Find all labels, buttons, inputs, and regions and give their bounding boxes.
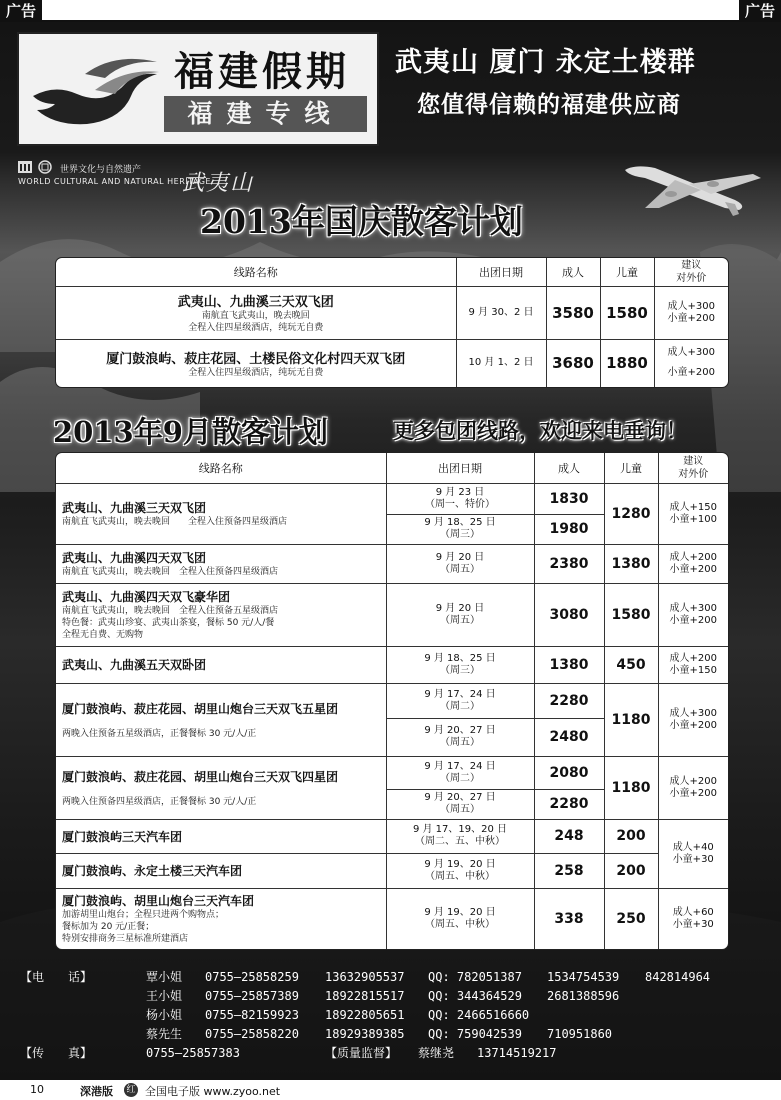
adult-price: 2280 [534,683,604,718]
quality-label: 【质量监督】 [325,1046,398,1060]
table-row [56,888,728,949]
contact-mobile: 13632905537 [325,970,405,984]
route-note: 加游胡里山炮台；全程只进两个购物点； [62,910,225,921]
table-row [56,286,728,339]
contact-block [20,968,770,1063]
contact-qq2: 1534754539 [547,970,620,984]
table-row [56,646,728,683]
section1-title: 2013年国庆散客计划 [200,202,523,241]
contact-qq: QQ: 2466516660 [428,1008,530,1022]
tour-weekday: （周三） [440,529,480,540]
section2-title: 2013年9月散客计划 [53,415,328,449]
brand-title: 福建假期 [174,48,350,95]
adult-price: 2480 [534,718,604,756]
tour-date: 10 月 1、2 日 [456,339,546,387]
table-row [56,583,728,646]
route-name: 武夷山、九曲溪三天双飞团 [177,295,334,311]
route-note: 两晚入住预备四星级酒店，正餐餐标 30 元/人/正 [62,796,257,807]
page-number: 10 [30,1083,44,1096]
route-name: 武夷山、九曲溪三天双飞团 [62,501,207,515]
ad-tag-right: 广告 [739,0,781,22]
col-adult: 成人 [546,258,600,286]
tour-date: 9 月 20 日 [435,602,485,614]
adult-price: 1830 [534,483,604,514]
tour-date: 9 月 18、25 日 [424,517,496,528]
tour-weekday: （周二） [440,700,480,712]
adult-price: 338 [534,888,604,949]
route-name: 厦门鼓浪屿、胡里山炮台三天汽车团 [62,894,255,909]
suggest-adult: 成人+40 [672,841,714,853]
adult-price: 2080 [534,756,604,789]
tour-weekday: （周五） [440,804,480,815]
contact-name: 覃小姐 [146,970,183,984]
col-suggest: 建议 对外价 [658,453,728,483]
contact-row [20,1025,770,1044]
suggest-child: 小童+200 [667,312,715,324]
route-note: 全程入住四星级酒店，纯玩无自费 [188,367,324,378]
route-name: 厦门鼓浪屿三天汽车团 [62,829,183,844]
contact-name: 杨小姐 [146,1008,183,1022]
fax-row [20,1044,770,1063]
suggest-adult: 成人+200 [669,551,717,563]
table-row [56,483,728,514]
col-date: 出团日期 [456,258,546,286]
suggest-adult: 成人+60 [672,906,714,918]
col-child: 儿童 [604,453,658,483]
contact-tel: 0755—25857389 [205,989,299,1003]
table-row [56,544,728,583]
heritage-en: WORLD CULTURAL AND NATURAL HERITAGE [18,177,211,186]
adult-price: 3080 [534,583,604,646]
table-header-row [56,258,728,286]
contact-mobile: 18929389385 [325,1027,405,1041]
child-price: 1180 [604,683,658,756]
route-name: 厦门鼓浪屿、永定土楼三天汽车团 [62,864,243,878]
tour-date: 9 月 20、27 日 [424,792,496,803]
child-price: 250 [604,888,658,949]
wuyishan-calligraphy: 武夷山 [182,171,255,196]
col-suggest: 建议 对外价 [654,258,728,286]
quality-tel: 13714519217 [477,1046,557,1060]
suggest-child: 小童+30 [672,918,714,930]
edition-label: 深港版 [80,1085,113,1098]
contact-name: 王小姐 [146,989,183,1003]
tour-date: 9 月 17、24 日 [424,688,496,700]
tour-weekday: （周二） [440,772,480,784]
tour-date: 9 月 19、20 日 [424,906,496,918]
contact-qq2: 2681388596 [547,989,620,1003]
september-table [55,452,729,950]
tour-weekday: （周一、特价） [425,498,495,510]
col-child: 儿童 [600,258,654,286]
suggest-child: 小童+200 [669,719,717,731]
heritage-cn: 世界文化与自然遗产 [60,165,142,175]
tour-weekday: （周三） [440,664,480,676]
contact-row [20,987,770,1006]
fax-label: 【传 真】 [20,1046,93,1060]
child-price: 1880 [600,339,654,387]
suggest-child: 小童+100 [669,513,717,525]
adult-price: 3680 [546,339,600,387]
adult-price: 2280 [534,789,604,819]
tour-weekday: （周五、中秋） [425,918,495,930]
suggest-child: 小童+150 [669,664,717,676]
national-day-table [55,257,729,388]
bird-logo-icon [25,44,165,134]
child-price: 1180 [604,756,658,819]
tour-weekday: （周五） [440,563,480,575]
route-note: 特色餐：武夷山珍宴、武夷山茶宴，餐标 50 元/人/餐 [62,618,275,628]
suggest-adult: 成人+150 [669,501,717,513]
route-name: 武夷山、九曲溪五天双卧团 [62,658,207,672]
unesco-icon [18,161,32,173]
table-header-row [56,453,728,483]
table-row [56,339,728,387]
adult-price: 1380 [534,646,604,683]
suggest-child: 小童+30 [672,853,714,865]
contact-qq: QQ: 759042539 [428,1027,522,1041]
suggest-adult: 成人+200 [669,775,717,787]
route-note: 全程无自费、无购物 [62,630,144,640]
brand-subtitle: 福建专线 [164,96,367,132]
suggest-child: 小童+200 [667,367,715,379]
heritage-emblem-icon [38,160,52,174]
col-date: 出团日期 [386,453,534,483]
adult-price: 248 [534,819,604,853]
brand-logo-box [17,32,379,146]
tour-date: 9 月 30、2 日 [456,286,546,339]
col-adult: 成人 [534,453,604,483]
child-price: 1280 [604,483,658,544]
airplane-icon [615,150,765,220]
contact-row [20,1006,770,1025]
adult-price: 2380 [534,544,604,583]
adult-price: 3580 [546,286,600,339]
contact-qq2: 710951860 [547,1027,613,1041]
tour-date: 9 月 20 日 [435,551,485,563]
child-price: 1580 [604,583,658,646]
route-note: 南航直飞武夷山，晚去晚回 全程入住预备四星级酒店 [62,567,279,577]
route-name: 厦门鼓浪屿、菽庄花园、胡里山炮台三天双飞五星团 [62,701,339,716]
tour-weekday: （周二、五、中秋） [415,836,505,847]
adult-price: 1980 [534,514,604,544]
contact-name: 蔡先生 [146,1027,183,1041]
contact-tel: 0755—25858259 [205,970,299,984]
child-price: 200 [604,819,658,853]
route-name: 武夷山、九曲溪四天双飞团 [62,551,207,565]
suggest-adult: 成人+300 [669,602,717,614]
route-name: 厦门鼓浪屿、菽庄花园、胡里山炮台三天双飞四星团 [62,769,339,784]
contact-mobile: 18922815517 [325,989,405,1003]
route-note: 南航直飞武夷山，晚去晚回 [201,311,310,322]
tour-date: 9 月 19、20 日 [424,858,496,870]
suggest-child: 小童+200 [669,787,717,799]
contact-qq3: 842814964 [645,970,711,984]
col-route: 线路名称 [56,453,386,483]
tour-date: 9 月 23 日 [435,486,485,498]
tour-date: 9 月 17、24 日 [424,760,496,772]
route-note: 南航直飞武夷山，晚去晚回 全程入住预备五星级酒店 [62,606,279,616]
table-row [56,853,728,888]
route-note: 餐标加为 20 元/正餐； [62,922,155,933]
suggest-adult: 成人+200 [669,652,717,664]
site-label: 全国电子版 www.zyoo.net [145,1085,281,1098]
contact-tel: 0755—25858220 [205,1027,299,1041]
tour-weekday: （周五） [440,614,480,626]
red-circle-icon: 红 [124,1083,138,1097]
contact-tel: 0755—82159923 [205,1008,299,1022]
route-name: 武夷山、九曲溪四天双飞豪华团 [62,590,231,604]
route-note: 全程入住四星级酒店，纯玩无自费 [188,323,324,334]
contact-mobile: 18922805651 [325,1008,405,1022]
child-price: 450 [604,646,658,683]
header-destinations: 武夷山 厦门 永定土楼群 [395,47,696,78]
contact-row [20,968,770,987]
suggest-adult: 成人+300 [669,707,717,719]
header-slogan: 您值得信赖的福建供应商 [417,92,681,118]
quality-name: 蔡继尧 [418,1046,455,1060]
ad-tag-left: 广告 [0,0,42,22]
table-row [56,819,728,853]
table-row [56,683,728,718]
contact-qq: QQ: 344364529 [428,989,522,1003]
suggest-child: 小童+200 [669,614,717,626]
child-price: 200 [604,853,658,888]
suggest-adult: 成人+300 [667,300,715,312]
tour-date: 9 月 20、27 日 [424,725,496,736]
contact-qq: QQ: 782051387 [428,970,522,984]
adult-price: 258 [534,853,604,888]
section2-subtitle: 更多包团线路，欢迎来电垂询！ [393,418,687,443]
col-route: 线路名称 [56,258,456,286]
tour-date: 9 月 18、25 日 [424,652,496,664]
route-name: 厦门鼓浪屿、菽庄花园、土楼民俗文化村四天双飞团 [106,351,406,367]
page-footer [0,1080,781,1100]
suggest-child: 小童+200 [669,563,717,575]
section2-heading [53,410,733,448]
child-price: 1580 [600,286,654,339]
route-note: 两晚入住预备五星级酒店，正餐餐标 30 元/人/正 [62,728,257,739]
table-row [56,756,728,789]
tour-weekday: （周五、中秋） [425,870,495,882]
child-price: 1380 [604,544,658,583]
fax-number: 0755—25857383 [146,1046,240,1060]
phone-label: 【电 话】 [20,970,93,984]
suggest-adult: 成人+300 [667,347,715,359]
route-note: 南航直飞武夷山，晚去晚回 全程入住预备四星级酒店 [62,517,288,527]
tour-date: 9 月 17、19、20 日 [412,824,508,835]
tour-weekday: （周五） [440,737,480,748]
route-note: 特别安排商务三星标准所建酒店 [62,934,189,945]
